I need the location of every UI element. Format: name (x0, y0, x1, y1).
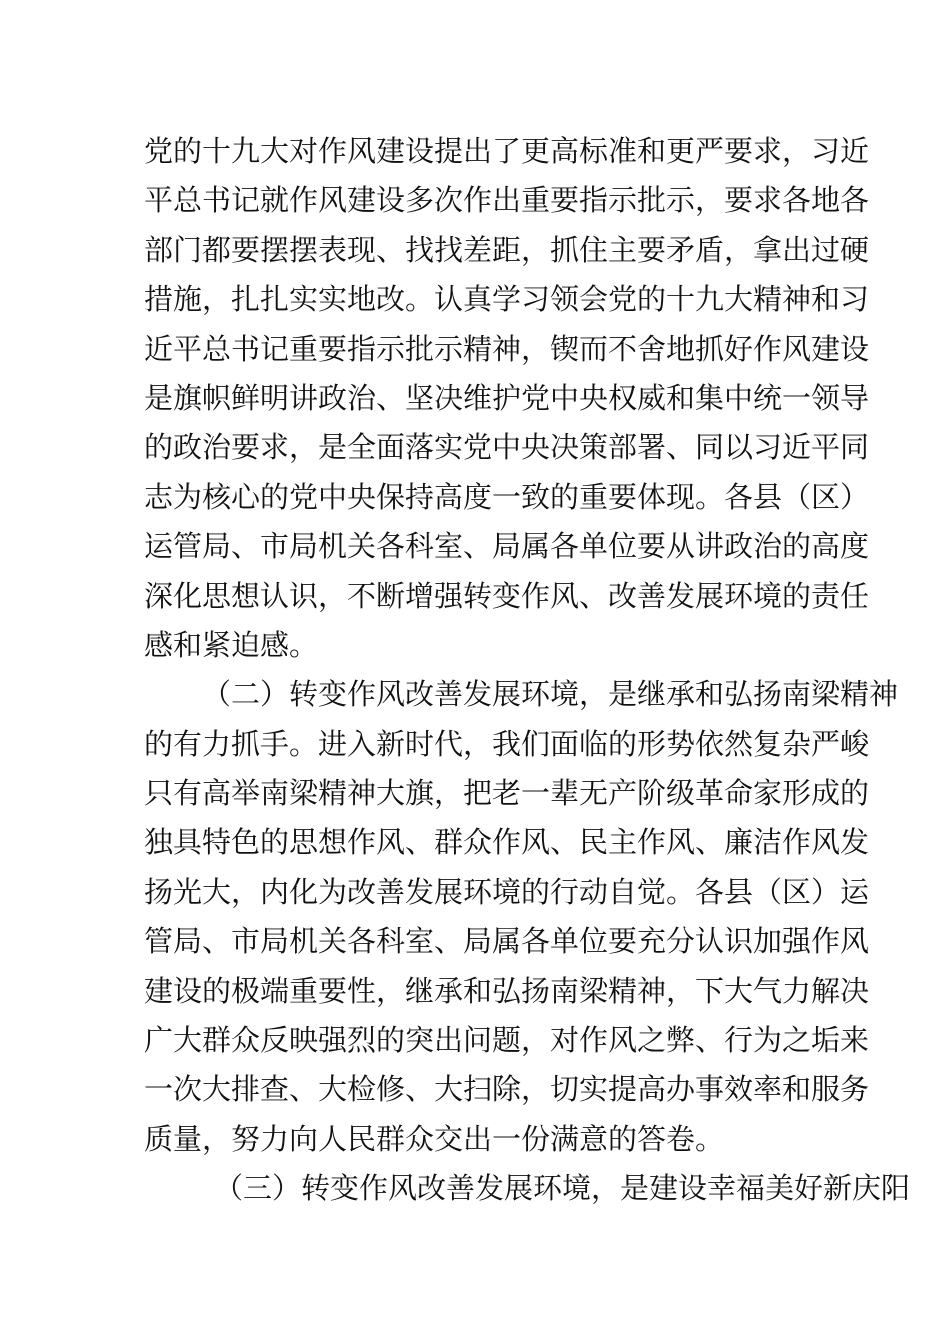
text-line: 措施，扎扎实实地改。认真学习领会党的十九大精神和习 (144, 282, 870, 317)
text-line: 深化思想认识，不断增强转变作风、改善发展环境的责任 (144, 578, 870, 613)
text-line: 的有力抓手。进入新时代，我们面临的形势依然复杂严峻 (144, 726, 870, 761)
paragraph-start-line: （二）转变作风改善发展环境，是继承和弘扬南梁精神 (202, 677, 899, 712)
text-line: 近平总书记重要指示批示精神，锲而不舍地抓好作风建设 (144, 331, 870, 366)
text-line: 平总书记就作风建设多次作出重要指示批示，要求各地各 (144, 183, 870, 218)
text-line: 的政治要求，是全面落实党中央决策部署、同以习近平同 (144, 430, 870, 465)
text-line: 管局、市局机关各科室、局属各单位要充分认识加强作风 (144, 924, 870, 959)
text-line: 党的十九大对作风建设提出了更高标准和更严要求，习近 (144, 134, 870, 168)
text-line: 质量，努力向人民群众交出一份满意的答卷。 (144, 1121, 725, 1156)
paragraph-start-line: （三）转变作风改善发展环境，是建设幸福美好新庆阳 (214, 1171, 911, 1206)
text-line: 一次大排查、大检修、大扫除，切实提高办事效率和服务 (144, 1072, 870, 1107)
text-line: 部门都要摆摆表现、找找差距，抓住主要矛盾，拿出过硬 (144, 232, 870, 267)
text-line: 独具特色的思想作风、群众作风、民主作风、廉洁作风发 (144, 825, 870, 860)
text-line: 是旗帜鲜明讲政治、坚决维护党中央权威和集中统一领导 (144, 380, 870, 415)
text-line: 志为核心的党中央保持高度一致的重要体现。各县（区） (144, 479, 870, 514)
text-line: 感和紧迫感。 (144, 627, 319, 662)
text-line: 建设的极端重要性，继承和弘扬南梁精神，下大气力解决 (144, 973, 870, 1008)
text-line: 运管局、市局机关各科室、局属各单位要从讲政治的高度 (144, 529, 870, 564)
body-text (144, 127, 911, 1214)
text-line: 只有高举南梁精神大旗，把老一辈无产阶级革命家形成的 (144, 776, 870, 811)
text-line: 扬光大，内化为改善发展环境的行动自觉。各县（区）运 (144, 874, 870, 909)
text-line: 广大群众反映强烈的突出问题，对作风之弊、行为之垢来 (144, 1023, 870, 1058)
